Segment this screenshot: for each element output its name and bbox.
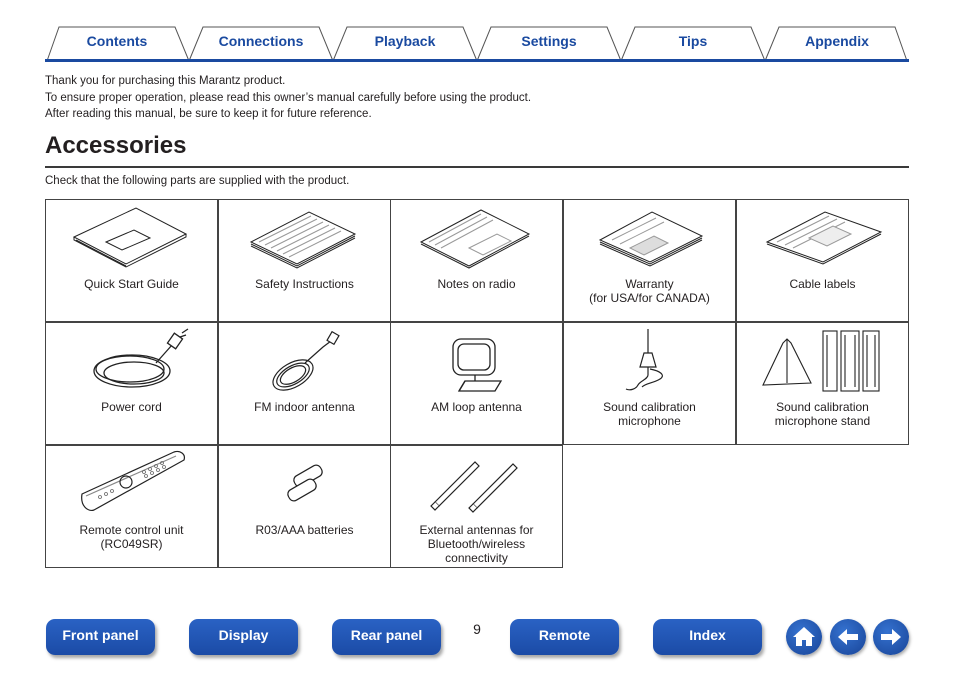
forward-button[interactable]: [873, 619, 909, 655]
home-icon: [786, 619, 822, 655]
accessory-cell: [736, 322, 909, 445]
accessory-cell: [390, 199, 563, 322]
accessory-cell: [218, 445, 391, 568]
accessory-label: Quick Start Guide: [84, 277, 179, 291]
accessory-cell: [45, 322, 218, 445]
tab-connections[interactable]: Connections: [218, 33, 304, 49]
warranty-icon: [564, 200, 735, 276]
accessory-cell: [45, 199, 218, 322]
microphone-stand-icon: [737, 323, 908, 399]
accessory-label: AM loop antenna: [431, 400, 522, 414]
accessory-cell: [563, 199, 736, 322]
arrow-left-icon: [830, 619, 866, 655]
accessory-label: Remote control unit (RC049SR): [79, 523, 184, 551]
microphone-icon: [564, 323, 735, 399]
tab-playback[interactable]: Playback: [374, 33, 436, 49]
batteries-icon: [219, 446, 390, 522]
accessory-label: Notes on radio: [437, 277, 516, 291]
accessory-cell: [390, 322, 563, 445]
accessory-label: Safety Instructions: [255, 277, 354, 291]
remote-button[interactable]: Remote: [510, 619, 619, 655]
page-number: 9: [473, 621, 481, 637]
intro-line: To ensure proper operation, please read this owner’s manual carefully before using the product.: [45, 91, 532, 104]
intro-line: Thank you for purchasing this Marantz product.: [45, 75, 286, 87]
arrow-right-icon: [873, 619, 909, 655]
accessory-label: Sound calibration microphone: [603, 400, 696, 428]
am-loop-antenna-icon: [391, 323, 562, 399]
tab-settings[interactable]: Settings: [521, 33, 577, 49]
home-button[interactable]: [786, 619, 822, 655]
tab-appendix[interactable]: Appendix: [805, 33, 869, 49]
fm-antenna-icon: [219, 323, 390, 399]
back-button[interactable]: [830, 619, 866, 655]
top-tab-bar: [45, 25, 909, 63]
display-button[interactable]: Display: [189, 619, 298, 655]
tab-tips[interactable]: Tips: [678, 33, 708, 49]
intro-line: After reading this manual, be sure to keep it for future reference.: [45, 108, 372, 120]
accessory-cell: [563, 322, 736, 445]
accessory-cell: [390, 445, 563, 568]
page-title: Accessories: [45, 132, 187, 159]
tab-contents[interactable]: Contents: [86, 33, 148, 49]
external-antennas-icon: [391, 446, 562, 522]
cable-labels-icon: [737, 200, 908, 276]
power-cord-icon: [46, 323, 217, 399]
accessory-cell: [736, 199, 909, 322]
heading-divider: [45, 166, 909, 168]
accessory-label: Warranty (for USA/for CANADA): [589, 277, 710, 305]
index-button[interactable]: Index: [653, 619, 762, 655]
intro-text: [45, 73, 531, 123]
safety-instructions-icon: [219, 200, 390, 276]
accessory-label: Cable labels: [789, 277, 856, 291]
accessory-cell: [218, 199, 391, 322]
remote-control-icon: [46, 446, 217, 522]
accessory-label: Power cord: [101, 400, 162, 414]
accessory-label: R03/AAA batteries: [255, 523, 354, 537]
check-instructions: Check that the following parts are supplied with the product.: [45, 175, 350, 187]
notes-on-radio-icon: [391, 200, 562, 276]
accessories-table: [45, 199, 909, 568]
rear-panel-button[interactable]: Rear panel: [332, 619, 441, 655]
accessory-cell: [45, 445, 218, 568]
accessory-cell: [218, 322, 391, 445]
accessory-label: FM indoor antenna: [254, 400, 355, 414]
quick-start-guide-icon: [46, 200, 217, 276]
accessory-label: Sound calibration microphone stand: [774, 400, 871, 428]
accessory-label: External antennas for Bluetooth/wireless connectivity: [419, 523, 534, 565]
front-panel-button[interactable]: Front panel: [46, 619, 155, 655]
